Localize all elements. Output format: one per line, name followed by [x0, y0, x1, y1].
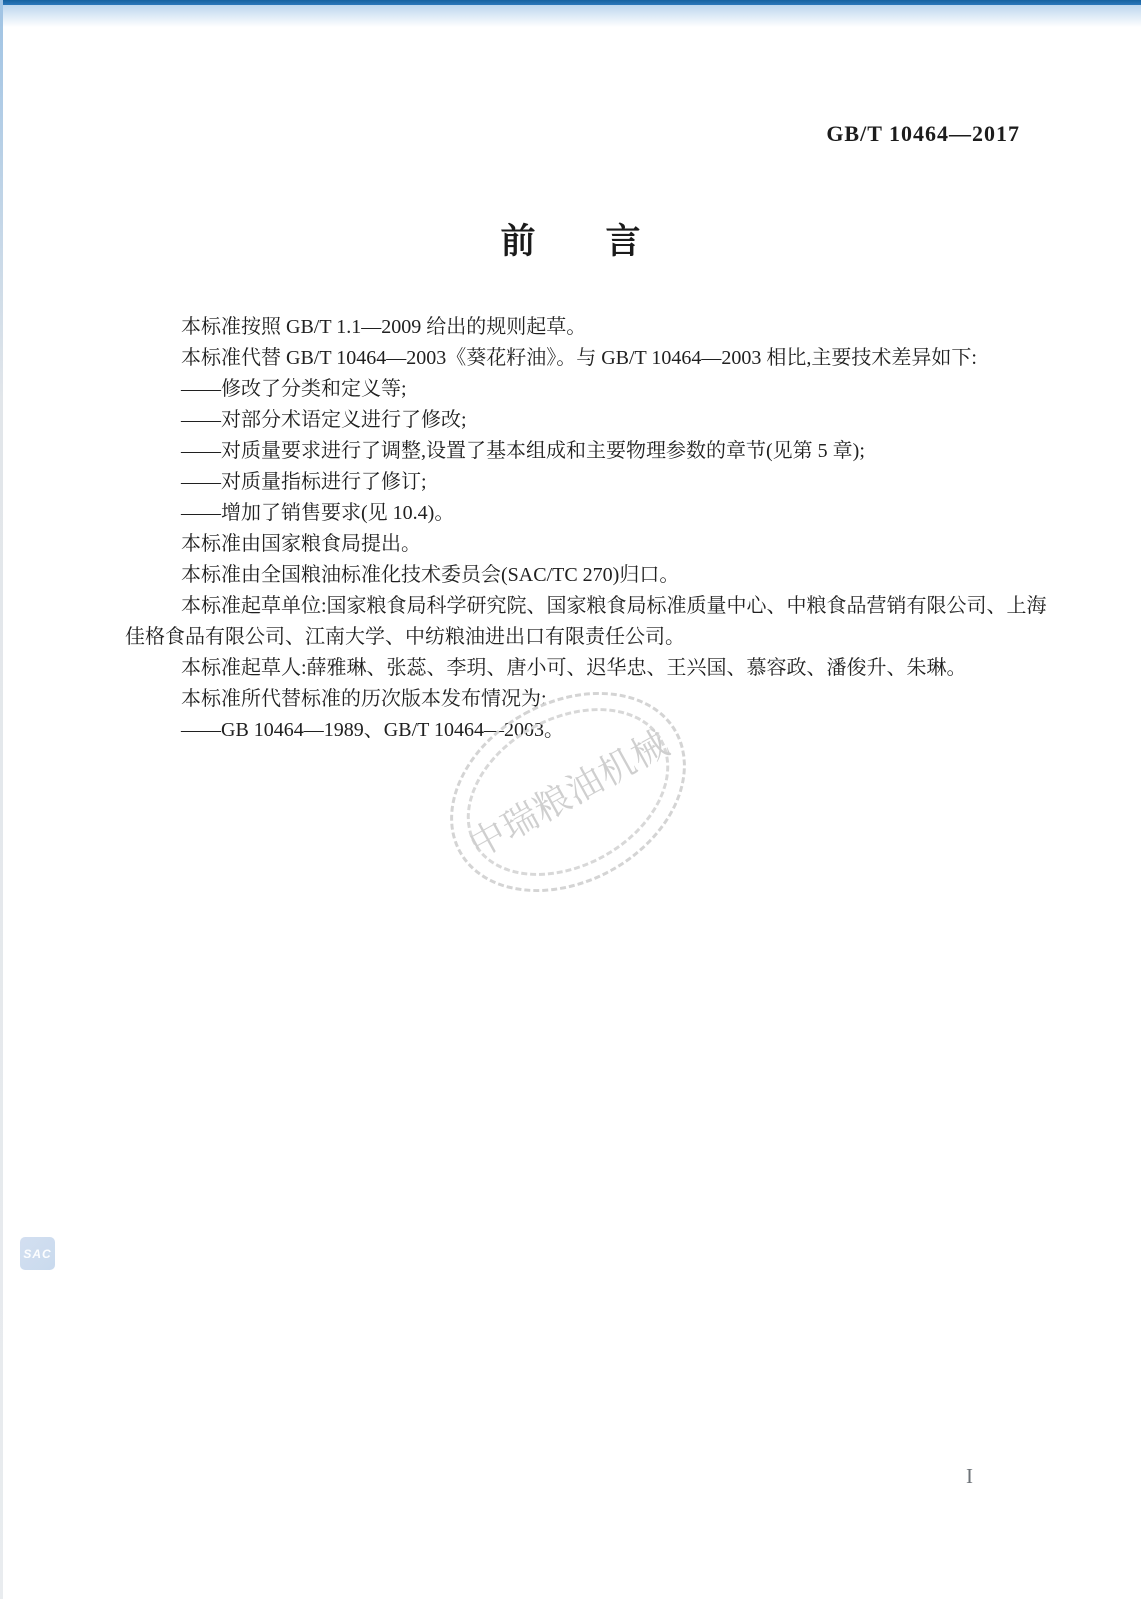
foreword-line: 本标准起草单位:国家粮食局科学研究院、国家粮食局标准质量中心、中粮食品营销有限公司、上海: [181, 595, 1047, 617]
scan-top-fade: [0, 5, 1141, 27]
page-title: 前 言: [500, 222, 641, 261]
foreword-line: 本标准由全国粮油标准化技术委员会(SAC/TC 270)归口。: [181, 564, 680, 586]
foreword-line: ——对质量指标进行了修订;: [181, 471, 427, 493]
foreword-line: ——对部分术语定义进行了修改;: [181, 409, 467, 431]
watermark-text: 中瑞粮油机械: [462, 722, 676, 866]
foreword-line: ——增加了销售要求(见 10.4)。: [181, 502, 455, 524]
foreword-line: ——对质量要求进行了调整,设置了基本组成和主要物理参数的章节(见第 5 章);: [181, 440, 865, 462]
page-number: I: [966, 1464, 973, 1488]
foreword-line: 本标准起草人:薛雅琳、张蕊、李玥、唐小可、迟华忠、王兴国、慕容政、潘俊升、朱琳。: [181, 657, 967, 679]
foreword-line: 本标准所代替标准的历次版本发布情况为:: [181, 688, 547, 710]
foreword-line: 佳格食品有限公司、江南大学、中纺粮油进出口有限责任公司。: [125, 626, 685, 648]
foreword-line: 本标准代替 GB/T 10464—2003《葵花籽油》。与 GB/T 10464—2003 相比,主要技术差异如下:: [181, 347, 977, 369]
sac-logo-icon: SAC: [20, 1237, 55, 1270]
foreword-line: 本标准由国家粮食局提出。: [181, 533, 421, 555]
foreword-line: ——GB 10464—1989、GB/T 10464—2003。: [181, 719, 564, 741]
foreword-body: [125, 312, 1055, 746]
standard-code: GB/T 10464—2017: [826, 121, 1020, 146]
foreword-line: ——修改了分类和定义等;: [181, 378, 407, 400]
foreword-line: 本标准按照 GB/T 1.1—2009 给出的规则起草。: [181, 316, 587, 338]
